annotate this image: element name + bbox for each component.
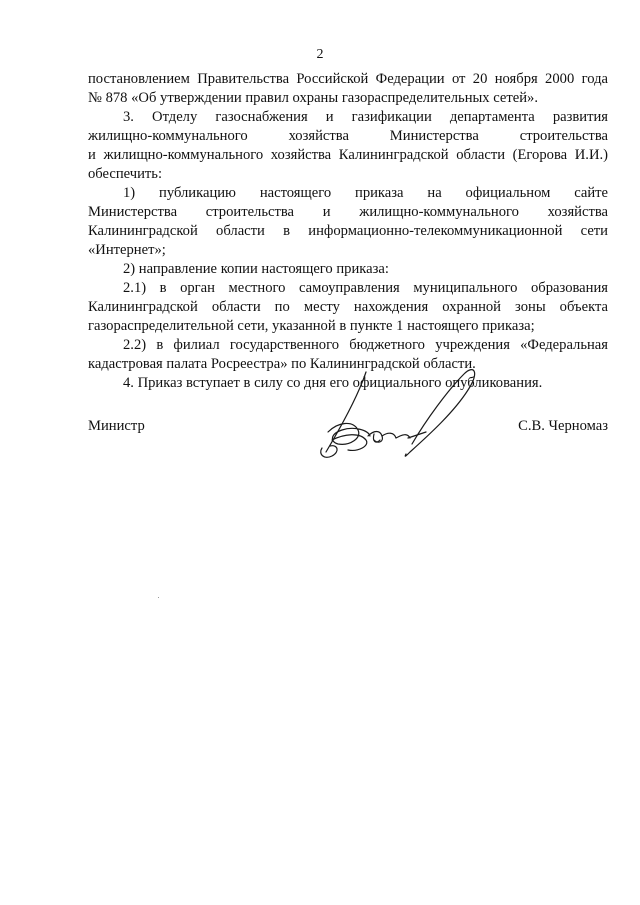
text-line: газораспределительной сети, указанной в пункте 1 настоящего приказа; — [88, 318, 535, 334]
text-line: 3. Отделу газоснабжения и газификации департамента развития — [123, 109, 608, 125]
signer-position: Министр — [88, 418, 145, 434]
handwritten-signature — [308, 360, 478, 470]
document-body — [88, 70, 608, 393]
text-line: обеспечить: — [88, 166, 163, 182]
text-line: 2.2) в филиал государственного бюджетного учреждения «Федеральная — [123, 337, 608, 353]
text-line: Министерства строительства и жилищно-коммунального хозяйства — [88, 204, 608, 220]
paragraph-subitem-1 — [88, 184, 608, 260]
paragraph-item-3 — [88, 108, 608, 184]
text-line: кадастровая палата Росреестра» по Калининградской области. — [88, 356, 476, 372]
paragraph-subitem-2-1 — [88, 279, 608, 336]
text-line: № 878 «Об утверждении правил охраны газораспределительных сетей». — [88, 90, 538, 106]
paragraph-subitem-2 — [88, 260, 608, 279]
text-line: 2) направление копии настоящего приказа: — [123, 261, 389, 277]
signer-name: С.В. Черномаз — [518, 418, 608, 434]
scan-speck — [158, 597, 159, 598]
text-line: и жилищно-коммунального хозяйства Калининградской области (Егорова И.И.) — [88, 147, 608, 163]
text-line: 4. Приказ вступает в силу со дня его официального опубликования. — [123, 375, 543, 391]
text-line: Калининградской области по месту нахождения охранной зоны объекта — [88, 299, 608, 315]
page-number: 2 — [316, 47, 324, 62]
text-line: постановлением Правительства Российской Федерации от 20 ноября 2000 года — [88, 71, 608, 87]
paragraph-regulation-reference — [88, 70, 608, 108]
text-line: жилищно-коммунального хозяйства Министерства строительства — [88, 128, 608, 144]
text-line: «Интернет»; — [88, 242, 166, 258]
text-line: 2.1) в орган местного самоуправления муниципального образования — [123, 280, 608, 296]
text-line: 1) публикацию настоящего приказа на официальном сайте — [123, 185, 608, 201]
text-line: Калининградской области в информационно-телекоммуникационной сети — [88, 223, 608, 239]
